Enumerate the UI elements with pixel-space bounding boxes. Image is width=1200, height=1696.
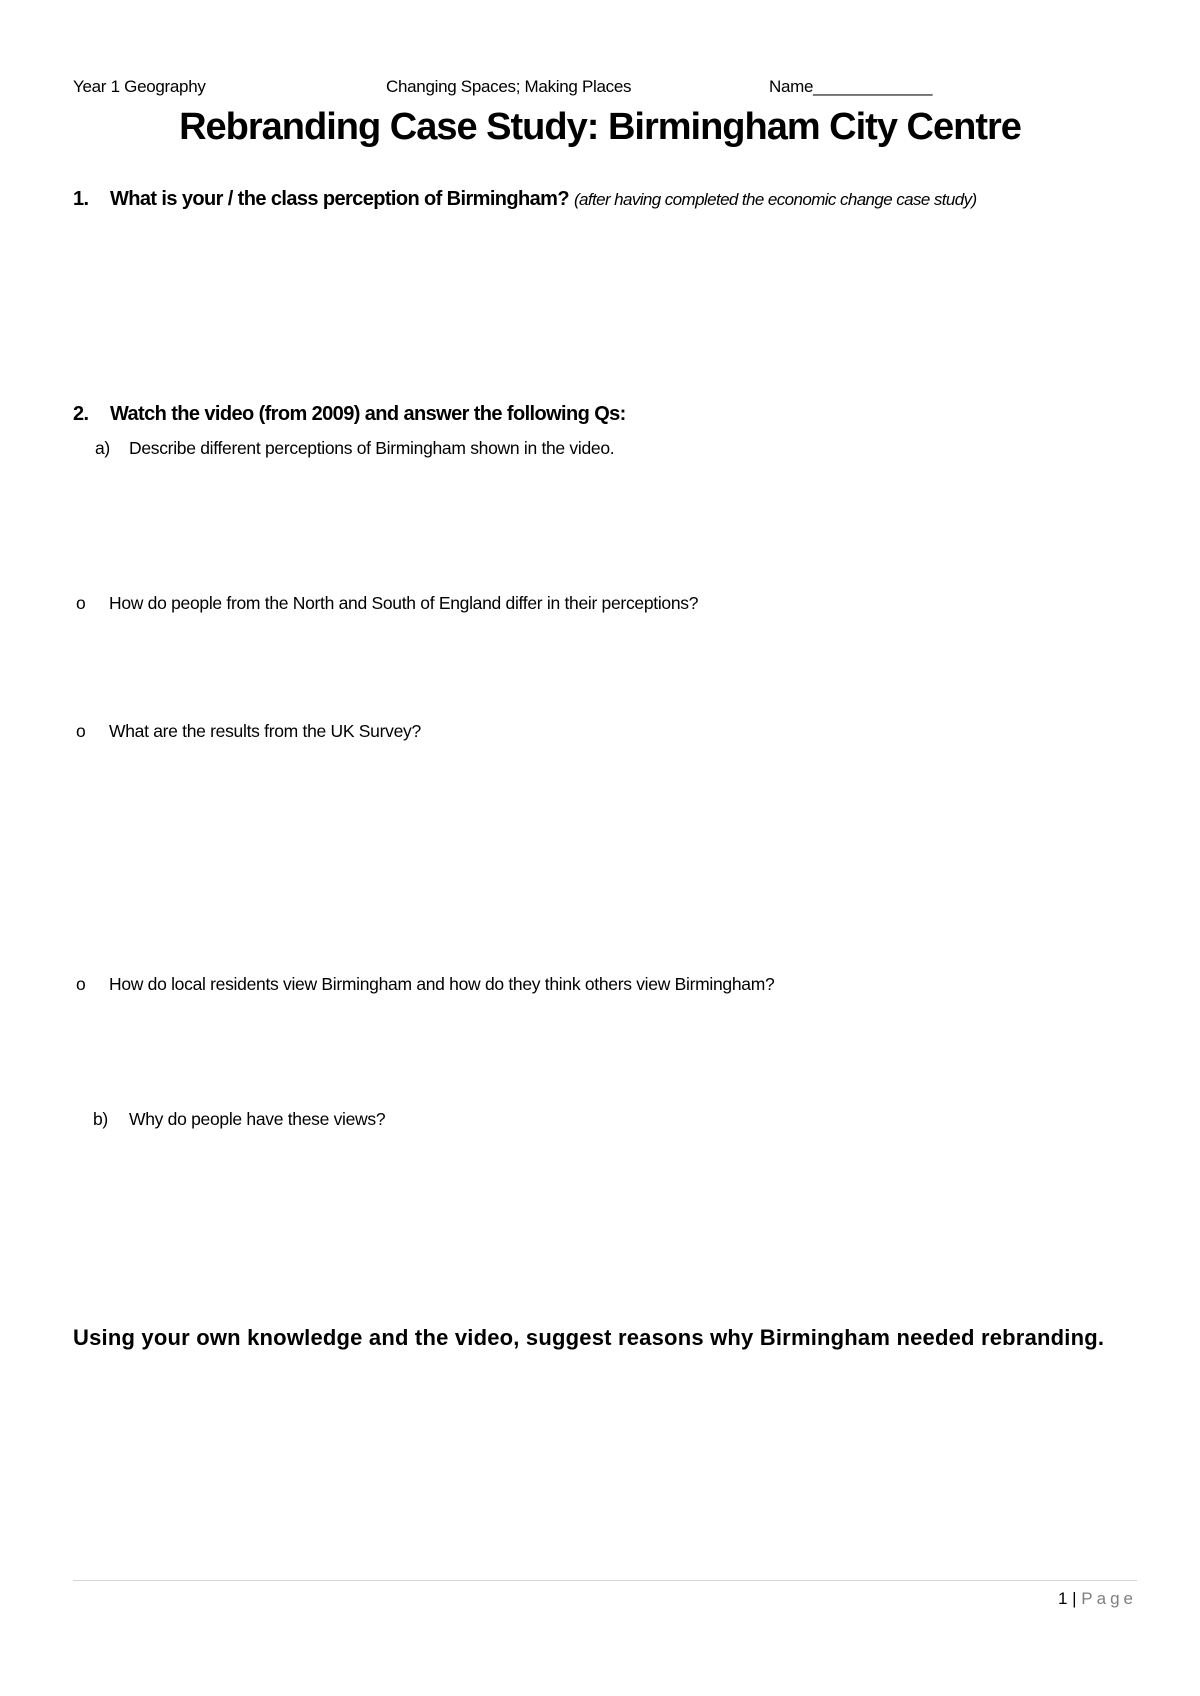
q2-text: Watch the video (from 2009) and answer the following Qs:: [110, 403, 626, 425]
bullet-marker: o: [76, 721, 86, 741]
page-footer: [1058, 1590, 1137, 1607]
bullet-text: What are the results from the UK Survey?: [109, 721, 421, 741]
bullet-marker: o: [76, 974, 86, 994]
q1-note: (after having completed the economic change case study): [573, 190, 977, 209]
q2a-text: Describe different perceptions of Birmingham shown in the video.: [129, 438, 615, 458]
footer-divider: [73, 1580, 1137, 1581]
bullet-text: How do local residents view Birmingham and how do they think others view Birmingham?: [109, 974, 775, 994]
q1-number: 1.: [73, 188, 89, 210]
header-topic: Changing Spaces; Making Places: [386, 77, 632, 96]
footer-separator: |: [1072, 1589, 1077, 1608]
page-label: Page: [1081, 1589, 1137, 1608]
bullet-text: How do people from the North and South of England differ in their perceptions?: [109, 593, 699, 613]
q2a-marker: a): [95, 438, 110, 458]
q1-question: [110, 189, 977, 209]
page-title: Rebranding Case Study: Birmingham City Centre: [179, 106, 1021, 148]
q2b-text: Why do people have these views?: [129, 1109, 386, 1129]
header-name-field: Name_____________: [769, 77, 933, 96]
q2b-marker: b): [93, 1109, 108, 1129]
header-course: Year 1 Geography: [73, 77, 206, 96]
final-question: Using your own knowledge and the video, suggest reasons why Birmingham needed rebranding.: [73, 1325, 1105, 1350]
page-number: 1: [1057, 1589, 1068, 1608]
bullet-marker: o: [76, 593, 86, 613]
q1-text: What is your / the class perception of Birmingham?: [110, 188, 569, 210]
q2-number: 2.: [73, 403, 89, 425]
